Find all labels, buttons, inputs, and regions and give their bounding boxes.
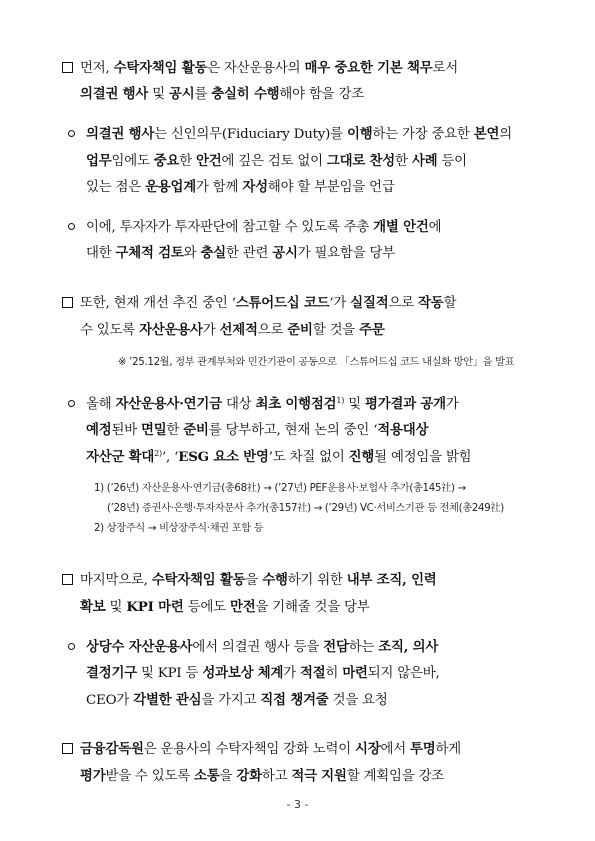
bold-text: 개별 안건 xyxy=(373,219,429,235)
bold-text: KPI 마련 xyxy=(126,599,184,615)
text: 에서 의결권 행사 등을 xyxy=(192,640,324,655)
text: 해야 함을 강조 xyxy=(279,87,364,102)
text: 하는 가장 중요한 xyxy=(372,127,474,142)
text: 히 xyxy=(325,666,343,681)
text: 을 기해줄 것을 당부 xyxy=(255,600,370,615)
para1a-line1 xyxy=(68,128,512,141)
square-bullet-icon xyxy=(62,574,73,585)
para3a-line2 xyxy=(86,667,440,680)
bold-text: 수탁자책임 활동 xyxy=(151,572,246,588)
text: 한 관련 xyxy=(225,246,273,261)
para1b-line1 xyxy=(68,221,441,234)
bold-text: 그대로 찬성 xyxy=(326,153,396,169)
para3-line1 xyxy=(62,574,437,587)
bold-text: 본연 xyxy=(473,126,500,142)
text: 및 KPI 등 xyxy=(136,666,203,681)
footnote-ref: 2) xyxy=(154,449,162,458)
text: 를 당부하고, 현재 논의 중인 ‘ xyxy=(208,423,378,438)
footnote-2: 2) 상장주식 → 비상장주식·채권 포함 등 xyxy=(94,523,264,534)
bold-text: 자산운용사·연기금 xyxy=(115,396,222,412)
text: 은 자산운용사의 xyxy=(207,61,305,76)
para1-line1 xyxy=(62,62,458,75)
bold-text: 평가 xyxy=(80,768,106,784)
bold-text: 이행 xyxy=(346,126,373,142)
text: CEO가 xyxy=(86,693,134,708)
bold-text: 시장 xyxy=(355,741,381,757)
bold-text: 강화 xyxy=(236,768,262,784)
bold-text: 주문 xyxy=(359,322,385,338)
bold-text: 준비 xyxy=(183,422,209,438)
text: 하고 xyxy=(261,769,292,784)
para4-line2 xyxy=(80,770,444,783)
text: 이에, 투자자가 투자판단에 참고할 수 있도록 주총 xyxy=(86,220,374,235)
text: ’도 차질 없이 xyxy=(268,450,349,465)
bold-text: 매우 중요한 기본 책무 xyxy=(304,60,433,76)
text: 있는 점은 xyxy=(86,180,146,195)
bold-text: 면밀 xyxy=(141,422,167,438)
bold-text: 적극 지원 xyxy=(291,768,347,784)
text: 가 xyxy=(202,323,220,338)
bold-text: 구체적 검토 xyxy=(115,245,184,261)
text: 을 xyxy=(245,573,263,588)
text: 마지막으로, xyxy=(80,573,152,588)
para3a-line3 xyxy=(86,694,388,707)
text: 되지 않은바, xyxy=(367,666,440,681)
square-bullet-icon xyxy=(62,743,73,754)
text: 올해 xyxy=(86,397,116,412)
bold-text: 중요 xyxy=(153,153,180,169)
bold-text: 수탁자책임 활동 xyxy=(113,60,208,76)
para3-line2 xyxy=(80,601,370,614)
bold-text: 확보 xyxy=(80,599,106,615)
bold-text: 적용대상 xyxy=(377,422,429,438)
text: 로서 xyxy=(432,61,458,76)
bold-text: 직접 챙겨줄 xyxy=(260,692,329,708)
bold-text: 결정기구 xyxy=(86,665,137,681)
bold-text: 운용업계 xyxy=(145,179,197,195)
bold-text: 성과보상 체계 xyxy=(202,665,284,681)
text: 와 xyxy=(183,246,201,261)
circle-bullet-icon xyxy=(68,130,75,137)
square-bullet-icon xyxy=(62,62,73,73)
bold-text: 충실히 수행 xyxy=(211,86,280,102)
bold-text: 예정 xyxy=(86,422,112,438)
text: 하기 위한 xyxy=(287,573,347,588)
text: 가 필요함을 당부 xyxy=(297,246,396,261)
bold-text: 진행 xyxy=(348,449,375,465)
para2a-line1 xyxy=(68,398,459,411)
bold-text: 소통 xyxy=(194,768,220,784)
text: 할 xyxy=(443,296,457,311)
bold-text: 금융감독원 xyxy=(80,741,144,757)
bold-text: 최초 이행점검 xyxy=(255,396,337,412)
text: ’가 xyxy=(329,296,351,311)
text: 를 xyxy=(194,87,212,102)
bold-text: 자산군 확대 xyxy=(86,449,155,465)
para1b-line2 xyxy=(86,247,395,260)
text: 에 xyxy=(428,220,442,235)
text: 하게 xyxy=(435,742,461,757)
bold-text: 사례 xyxy=(411,153,438,169)
text: 대한 xyxy=(86,246,116,261)
bold-text: 스튜어드십 코드 xyxy=(235,295,330,311)
footnote-ref: 1) xyxy=(336,396,345,405)
bold-text: 평가결과 공개 xyxy=(365,396,446,412)
text: 할 계획임을 강조 xyxy=(346,769,445,784)
bold-text: 의결권 행사 xyxy=(80,86,149,102)
text: 한 xyxy=(395,154,412,169)
text: 및 xyxy=(105,600,127,615)
text: 으로 xyxy=(388,296,418,311)
bold-text: 내부 조직, 인력 xyxy=(346,572,437,588)
bold-text: 선제적 xyxy=(219,322,258,338)
text: 한 xyxy=(179,154,197,169)
bold-text: 만전 xyxy=(229,599,256,615)
para4-line1 xyxy=(62,743,461,756)
bold-text: 준비 xyxy=(287,322,313,338)
text: 가 xyxy=(445,397,459,412)
text: 으로 xyxy=(257,323,288,338)
text: 을 가지고 xyxy=(201,693,261,708)
circle-bullet-icon xyxy=(68,223,75,230)
text: 을 xyxy=(219,769,237,784)
text: 한 xyxy=(166,423,184,438)
circle-bullet-icon xyxy=(68,400,75,407)
bold-text: 공시 xyxy=(272,245,298,261)
text: 에서 xyxy=(380,742,411,757)
bold-text: 수행 xyxy=(262,572,288,588)
reference-note: ※ ’25.12월, 정부 관계부처와 민간기관이 공동으로 「스튜어드십 코드 내실화 방안」을 발표 xyxy=(118,357,515,368)
para1a-line3 xyxy=(86,181,395,194)
bold-text: 자산운용사 xyxy=(139,322,203,338)
text: 은 운용사의 수탁자책임 강화 노력이 xyxy=(143,742,355,757)
text: 에 깊은 검토 없이 xyxy=(221,154,327,169)
text: 가 함께 xyxy=(196,180,243,195)
text: 가 xyxy=(283,666,301,681)
text: 하는 xyxy=(348,640,379,655)
text: 될 예정임을 밝힘 xyxy=(374,450,472,465)
bold-text: 의결권 행사 xyxy=(86,126,155,142)
bold-text: 상당수 자산운용사 xyxy=(86,639,193,655)
bold-text: 마련 xyxy=(342,665,368,681)
text: 받을 수 있도록 xyxy=(105,769,195,784)
text: 및 xyxy=(148,87,169,102)
square-bullet-icon xyxy=(62,297,73,308)
text: 등이 xyxy=(437,154,467,169)
bold-text: 자성 xyxy=(242,179,268,195)
bold-text: 실질적 xyxy=(350,295,389,311)
footnote-1-continued: (’28년) 증권사·은행·투자자문사 추가(총157社) → (’29년) VC·서비스기관 등 전체(총249社) xyxy=(107,503,504,514)
para2-line1 xyxy=(62,297,456,310)
para2a-line3 xyxy=(86,451,471,464)
text: 대상 xyxy=(221,397,256,412)
bold-text: 충실 xyxy=(200,245,226,261)
text: 임에도 xyxy=(111,154,154,169)
circle-bullet-icon xyxy=(68,643,75,650)
bold-text: 조직, 의사 xyxy=(378,639,439,655)
bold-text: 업무 xyxy=(86,153,112,169)
text: 또한, 현재 개선 추진 중인 ‘ xyxy=(80,296,236,311)
text: 된바 xyxy=(111,423,142,438)
bold-text: 안건 xyxy=(196,153,222,169)
text: 등에도 xyxy=(183,600,230,615)
text: 및 xyxy=(344,397,366,412)
para1-line2 xyxy=(80,88,364,101)
footnote-1: 1) (’26년) 자산운용사·연기금(총68社) → (’27년) PEF운용사·보험사 추가(총145社) → xyxy=(94,483,466,494)
para3a-line1 xyxy=(68,641,438,654)
text: 는 신인의무(Fiduciary Duty)를 xyxy=(154,127,347,142)
text: 해야 할 부분임을 언급 xyxy=(267,180,395,195)
text: 수 있도록 xyxy=(80,323,140,338)
bold-text: 전담 xyxy=(323,639,349,655)
text: 의 xyxy=(499,127,513,142)
text: 먼저, xyxy=(80,61,114,76)
text: 것을 요청 xyxy=(328,693,388,708)
bold-text: 공시 xyxy=(169,86,195,102)
bold-text: 각별한 관심 xyxy=(133,692,202,708)
para2a-line2 xyxy=(86,424,428,437)
para1a-line2 xyxy=(86,155,467,168)
bold-text: ESG 요소 반영 xyxy=(178,449,269,465)
text: 할 것을 xyxy=(312,323,360,338)
para2-line2 xyxy=(80,324,385,337)
text: ’, ‘ xyxy=(161,450,179,465)
bold-text: 투명 xyxy=(410,741,436,757)
bold-text: 적절 xyxy=(300,665,326,681)
bold-text: 작동 xyxy=(417,295,444,311)
page-number: - 3 - xyxy=(286,798,309,811)
